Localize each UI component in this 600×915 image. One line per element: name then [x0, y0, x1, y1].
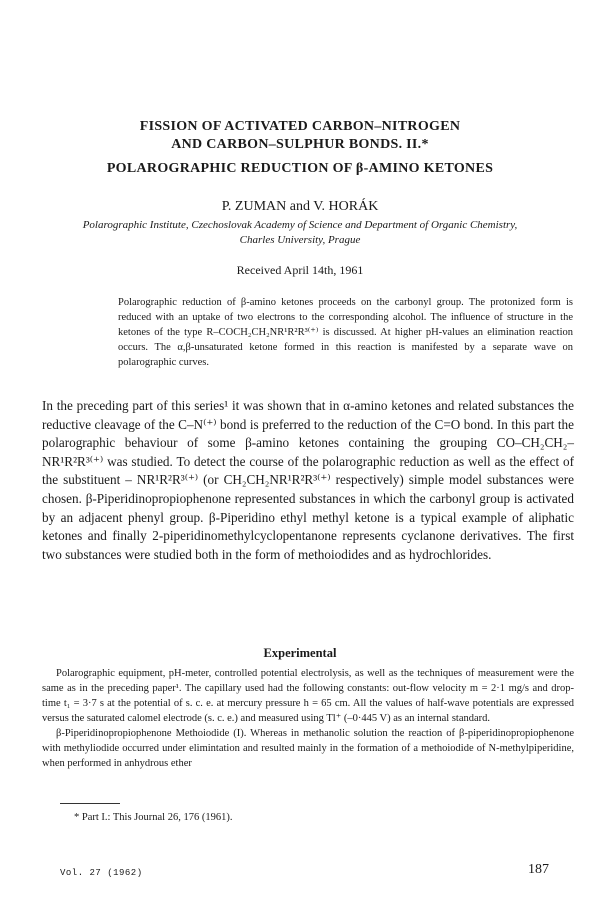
- footnote-divider: [60, 803, 120, 804]
- title-line-3: POLAROGRAPHIC REDUCTION OF β-AMINO KETONES: [106, 161, 494, 176]
- footnote: * Part I.: This Journal 26, 176 (1961).: [74, 812, 233, 823]
- page-number: 187: [528, 862, 549, 877]
- title-line-1: FISSION OF ACTIVATED CARBON–NITROGEN: [139, 119, 461, 134]
- received-date: Received April 14th, 1961: [236, 263, 364, 277]
- affiliation: [40, 218, 560, 248]
- authors: P. ZUMAN and V. HORÁK: [221, 199, 379, 214]
- section-heading-experimental: Experimental: [263, 646, 337, 660]
- volume-info: Vol. 27 (1962): [60, 868, 143, 878]
- experimental-section: [42, 666, 574, 771]
- intro-paragraph: In the preceding part of this series¹ it was shown that in α-amino ketones and related substances the reductive cleavage of the C–N⁽⁺⁾ bond is preferred to the reduction of the C=O bond. In this part the polarographic behaviour of some β-amino ketones containing the grouping CO–CH₂CH₂–NR¹R²R³⁽⁺⁾ was studied. To detect the course of the polarographic reduction as well as the effect of the substituent – NR¹R²R³⁽⁺⁾ (or CH₂CH₂NR¹R²R³⁽⁺⁾ respectively) simple model substances were chosen. β-Piperidinopropiophenone represented substances in which the carbonyl group is activated by an adjacent phenyl group. β-Piperidino ethyl methyl ketone is a typical example of aliphatic ketones and finally 2-piperidinomethylcyclopentanone represents cyclanone derivatives. The first two substances were studied both in the form of methoiodides and as hydrochlorides.: [42, 398, 574, 562]
- affiliation-line-1: Polarographic Institute, Czechoslovak Academy of Science and Department of Organic Chemistry,: [82, 219, 518, 231]
- introduction: [42, 397, 574, 564]
- affiliation-line-2: Charles University, Prague: [239, 234, 361, 246]
- experimental-paragraph-1: Polarographic equipment, pH-meter, controlled potential electrolysis, as well as the techniques of measurement were the same as in the preceding paper¹. The capillary used had the following constants: out-flow velocity m = 2·1 mg/s and drop-time t₁ = 3·7 s at the potential of s. c. e. at mercury pressure h = 65 cm. All the values of half-wave potentials are expressed versus the saturated calomel electrode (s. c. e.) and measured using Tl⁺ (–0·445 V) as an internal standard.: [42, 668, 574, 724]
- abstract: [118, 295, 573, 370]
- title-line-2: AND CARBON–SULPHUR BONDS. II.*: [171, 137, 429, 152]
- experimental-paragraph-2: β-Piperidinopropiophenone Methoiodide (I). Whereas in methanolic solution the reaction of β-piperidinopropiophenone with methyliodide occurred under elimintation and resulted mainly in the formation of a methoiodide of N-methylpiperidine, when performed in anhydrous ether: [42, 728, 574, 769]
- abstract-text: Polarographic reduction of β-amino ketones proceeds on the carbonyl group. The protonized form is reduced with an uptake of two electrons to the corresponding alcohol. The influence of structure in the ketones of the type R–COCH₂CH₂NR¹R²R³⁽⁺⁾ is discussed. At higher pH-values an elimination reaction occurs. The α,β-unsaturated ketone formed in this reaction is manifested by a separate wave on polarographic curves.: [118, 297, 573, 368]
